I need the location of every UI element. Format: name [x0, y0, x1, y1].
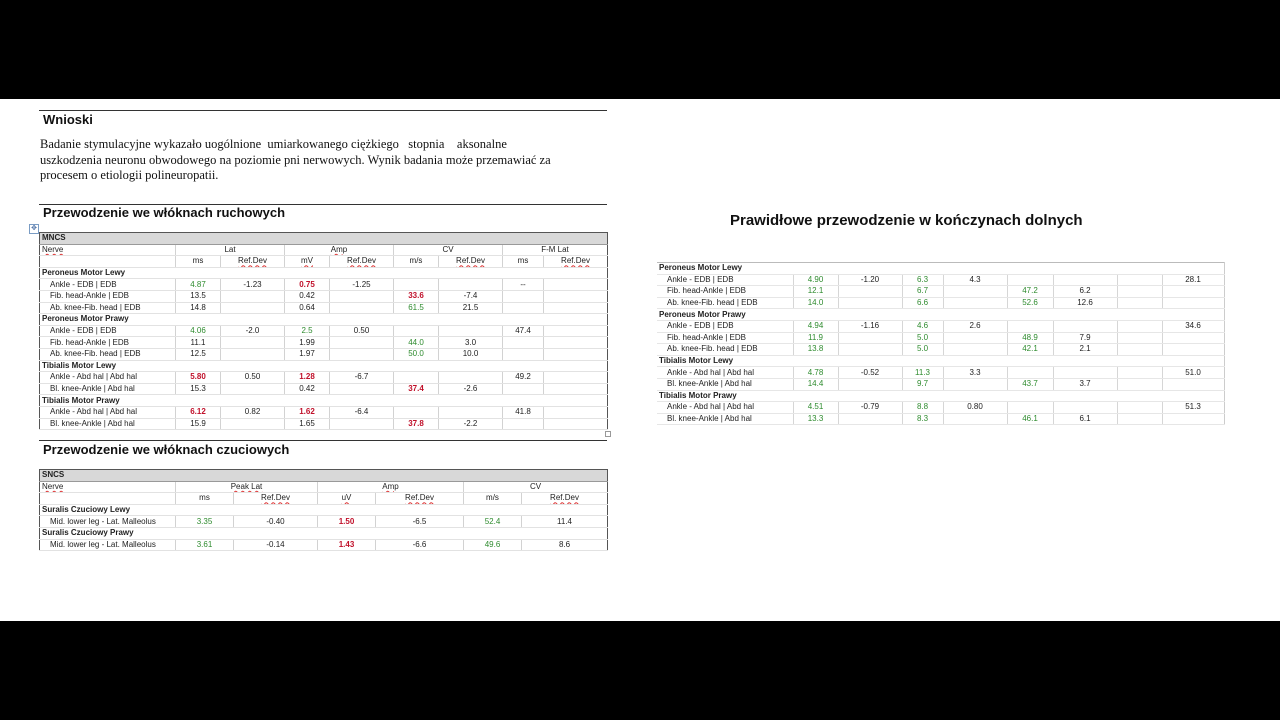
value-cell: 3.3: [943, 367, 1007, 379]
table-row: [40, 279, 608, 291]
table-row: [40, 372, 608, 384]
value-cell: [439, 325, 503, 337]
value-cell: -7.4: [439, 290, 503, 302]
value-cell: 47.4: [503, 325, 544, 337]
value-cell: 1.62: [285, 406, 330, 418]
stimulation-site: Ankle - EDB | EDB: [657, 320, 793, 332]
table-move-handle-icon[interactable]: ✥: [29, 224, 39, 234]
value-cell: 4.6: [902, 320, 943, 332]
subheader-unit: ms: [176, 256, 221, 268]
value-cell: -0.52: [838, 367, 902, 379]
mncs-title: MNCS: [40, 233, 608, 245]
value-cell: 11.4: [522, 516, 608, 528]
value-cell: 0.64: [285, 302, 330, 314]
value-cell: 3.35: [176, 516, 234, 528]
nerve-name: Peroneus Motor Prawy: [40, 314, 608, 326]
value-cell: 4.78: [793, 367, 838, 379]
value-cell: 6.7: [902, 286, 943, 298]
col-header-fm-lat: F-M Lat: [503, 244, 608, 256]
value-cell: [1117, 297, 1162, 309]
value-cell: [503, 290, 544, 302]
value-cell: -2.6: [439, 383, 503, 395]
value-cell: [544, 383, 608, 395]
col-header-amp: Amp: [285, 244, 394, 256]
table-row: [40, 406, 608, 418]
value-cell: 6.6: [902, 297, 943, 309]
value-cell: 11.9: [793, 332, 838, 344]
value-cell: 52.6: [1007, 297, 1053, 309]
value-cell: [943, 378, 1007, 390]
table-row: [657, 402, 1224, 414]
value-cell: 9.7: [902, 378, 943, 390]
value-cell: -0.40: [234, 516, 318, 528]
nerve-group-row: [657, 309, 1224, 321]
sensory-heading: Przewodzenie we włóknach czuciowych: [43, 442, 290, 457]
value-cell: [503, 302, 544, 314]
stimulation-site: Ankle - Abd hal | Abd hal: [657, 402, 793, 414]
value-cell: 13.5: [176, 290, 221, 302]
value-cell: -2.0: [221, 325, 285, 337]
value-cell: [503, 348, 544, 360]
value-cell: 1.97: [285, 348, 330, 360]
value-cell: 28.1: [1162, 274, 1224, 286]
value-cell: [221, 383, 285, 395]
value-cell: 1.50: [318, 516, 376, 528]
table-resize-handle[interactable]: [605, 431, 611, 437]
value-cell: [330, 302, 394, 314]
value-cell: 12.6: [1053, 297, 1117, 309]
table-row: [40, 383, 608, 395]
value-cell: [221, 348, 285, 360]
value-cell: -2.2: [439, 418, 503, 430]
stimulation-site: Ab. knee-Fib. head | EDB: [40, 302, 176, 314]
value-cell: 0.75: [285, 279, 330, 291]
value-cell: 46.1: [1007, 413, 1053, 425]
value-cell: [838, 286, 902, 298]
col-header-nerve: Nerve: [40, 244, 176, 256]
value-cell: 48.9: [1007, 332, 1053, 344]
value-cell: [330, 383, 394, 395]
value-cell: 6.3: [902, 274, 943, 286]
value-cell: [943, 332, 1007, 344]
value-cell: [544, 406, 608, 418]
value-cell: 0.82: [221, 406, 285, 418]
value-cell: [1007, 274, 1053, 286]
value-cell: 4.51: [793, 402, 838, 414]
value-cell: [221, 290, 285, 302]
nerve-group-row: [40, 267, 608, 279]
subheader-unit: m/s: [394, 256, 439, 268]
stimulation-site: Ankle - EDB | EDB: [40, 325, 176, 337]
value-cell: 8.6: [522, 539, 608, 551]
value-cell: [544, 290, 608, 302]
nerve-group-row: [40, 527, 608, 539]
value-cell: -0.79: [838, 402, 902, 414]
value-cell: 3.0: [439, 337, 503, 349]
value-cell: [394, 372, 439, 384]
value-cell: [838, 378, 902, 390]
table-row: [657, 286, 1224, 298]
value-cell: 3.7: [1053, 378, 1117, 390]
mncs-table: [39, 232, 608, 430]
value-cell: [838, 413, 902, 425]
value-cell: [1162, 332, 1224, 344]
stimulation-site: Ab. knee-Fib. head | EDB: [657, 344, 793, 356]
value-cell: [943, 297, 1007, 309]
nerve-group-row: [40, 395, 608, 407]
value-cell: 0.80: [943, 402, 1007, 414]
value-cell: 4.90: [793, 274, 838, 286]
table-row: [40, 337, 608, 349]
stimulation-site: Fib. head-Ankle | EDB: [40, 290, 176, 302]
value-cell: 42.1: [1007, 344, 1053, 356]
value-cell: [1162, 413, 1224, 425]
normal-body: [657, 263, 1224, 425]
value-cell: 37.8: [394, 418, 439, 430]
value-cell: 50.0: [394, 348, 439, 360]
table-row: [40, 348, 608, 360]
stimulation-site: Ankle - Abd hal | Abd hal: [657, 367, 793, 379]
stimulation-site: Fib. head-Ankle | EDB: [40, 337, 176, 349]
subheader-unit: mV: [285, 256, 330, 268]
value-cell: [1007, 320, 1053, 332]
col-header-lat: Lat: [176, 244, 285, 256]
table-row: [657, 344, 1224, 356]
value-cell: [1117, 286, 1162, 298]
stimulation-site: Ab. knee-Fib. head | EDB: [40, 348, 176, 360]
value-cell: [1053, 274, 1117, 286]
value-cell: [544, 372, 608, 384]
value-cell: 1.65: [285, 418, 330, 430]
nerve-name: Suralis Czuciowy Prawy: [40, 527, 608, 539]
nerve-group-row: [657, 390, 1224, 402]
value-cell: --: [503, 279, 544, 291]
col-header-cv: CV: [394, 244, 503, 256]
value-cell: [1007, 402, 1053, 414]
value-cell: -6.7: [330, 372, 394, 384]
value-cell: 0.42: [285, 290, 330, 302]
nerve-name: Tibialis Motor Prawy: [657, 390, 1224, 402]
value-cell: 15.9: [176, 418, 221, 430]
value-cell: [544, 302, 608, 314]
value-cell: 12.5: [176, 348, 221, 360]
value-cell: 4.3: [943, 274, 1007, 286]
value-cell: [394, 325, 439, 337]
value-cell: 5.0: [902, 332, 943, 344]
nerve-name: Tibialis Motor Lewy: [657, 355, 1224, 367]
subheader-refdev: Ref.Dev: [376, 493, 464, 505]
col-header-nerve: Nerve: [40, 481, 176, 493]
value-cell: [394, 279, 439, 291]
value-cell: -1.23: [221, 279, 285, 291]
value-cell: 13.8: [793, 344, 838, 356]
sncs-title: SNCS: [40, 470, 608, 482]
value-cell: 14.4: [793, 378, 838, 390]
value-cell: 6.1: [1053, 413, 1117, 425]
value-cell: [544, 348, 608, 360]
value-cell: 49.2: [503, 372, 544, 384]
value-cell: 7.9: [1053, 332, 1117, 344]
value-cell: 47.2: [1007, 286, 1053, 298]
value-cell: [943, 413, 1007, 425]
stimulation-site: Bl. knee-Ankle | Abd hal: [657, 378, 793, 390]
stimulation-site: Fib. head-Ankle | EDB: [657, 286, 793, 298]
value-cell: 10.0: [439, 348, 503, 360]
value-cell: [221, 418, 285, 430]
value-cell: [394, 406, 439, 418]
value-cell: 41.8: [503, 406, 544, 418]
value-cell: 1.43: [318, 539, 376, 551]
value-cell: 37.4: [394, 383, 439, 395]
table-row: [657, 320, 1224, 332]
subheader-refdev: Ref.Dev: [234, 493, 318, 505]
value-cell: 4.87: [176, 279, 221, 291]
nerve-name: Suralis Czuciowy Lewy: [40, 504, 608, 516]
value-cell: [1117, 320, 1162, 332]
stimulation-site: Mid. lower leg - Lat. Malleolus: [40, 516, 176, 528]
value-cell: 14.8: [176, 302, 221, 314]
conclusions-paragraph: [40, 137, 610, 184]
value-cell: 8.8: [902, 402, 943, 414]
value-cell: [544, 279, 608, 291]
value-cell: [544, 337, 608, 349]
table-row: [40, 539, 608, 551]
value-cell: [1007, 367, 1053, 379]
value-cell: [1162, 286, 1224, 298]
value-cell: 15.3: [176, 383, 221, 395]
col-header-cv: CV: [464, 481, 608, 493]
nerve-name: Tibialis Motor Prawy: [40, 395, 608, 407]
table-row: [40, 516, 608, 528]
value-cell: -1.20: [838, 274, 902, 286]
value-cell: [330, 348, 394, 360]
subheader-refdev: Ref.Dev: [544, 256, 608, 268]
value-cell: [1162, 297, 1224, 309]
value-cell: [1117, 402, 1162, 414]
value-cell: 52.4: [464, 516, 522, 528]
value-cell: -0.14: [234, 539, 318, 551]
nerve-name: Peroneus Motor Prawy: [657, 309, 1224, 321]
sncs-table: [39, 469, 608, 551]
value-cell: 61.5: [394, 302, 439, 314]
value-cell: 13.3: [793, 413, 838, 425]
table-row: [657, 332, 1224, 344]
value-cell: [330, 418, 394, 430]
value-cell: [838, 344, 902, 356]
divider-top: [39, 110, 607, 111]
value-cell: 5.80: [176, 372, 221, 384]
value-cell: 8.3: [902, 413, 943, 425]
stimulation-site: Fib. head-Ankle | EDB: [657, 332, 793, 344]
subheader-refdev: Ref.Dev: [522, 493, 608, 505]
normal-heading: Prawidłowe przewodzenie w kończynach dolnych: [730, 212, 1083, 229]
stimulation-site: Ankle - Abd hal | Abd hal: [40, 372, 176, 384]
subheader-unit: uV: [318, 493, 376, 505]
value-cell: 2.6: [943, 320, 1007, 332]
value-cell: [544, 325, 608, 337]
subheader-refdev: Ref.Dev: [221, 256, 285, 268]
subheader-unit: ms: [503, 256, 544, 268]
document-page: [0, 99, 1280, 621]
value-cell: [503, 337, 544, 349]
value-cell: 6.12: [176, 406, 221, 418]
table-row: [40, 418, 608, 430]
conclusions-line: Badanie stymulacyjne wykazało uogólnione umiarkowanego ciężkiego stopnia aksonalne: [40, 137, 507, 151]
value-cell: [1117, 332, 1162, 344]
nerve-group-row: [657, 263, 1224, 275]
stimulation-site: Ab. knee-Fib. head | EDB: [657, 297, 793, 309]
value-cell: 11.3: [902, 367, 943, 379]
value-cell: 0.42: [285, 383, 330, 395]
stimulation-site: Ankle - EDB | EDB: [40, 279, 176, 291]
value-cell: [1162, 344, 1224, 356]
value-cell: 14.0: [793, 297, 838, 309]
value-cell: 49.6: [464, 539, 522, 551]
value-cell: -1.25: [330, 279, 394, 291]
nerve-name: Peroneus Motor Lewy: [657, 263, 1224, 275]
value-cell: 51.3: [1162, 402, 1224, 414]
value-cell: [1053, 320, 1117, 332]
value-cell: [330, 337, 394, 349]
value-cell: 0.50: [330, 325, 394, 337]
value-cell: 0.50: [221, 372, 285, 384]
value-cell: 21.5: [439, 302, 503, 314]
value-cell: [943, 286, 1007, 298]
value-cell: [439, 406, 503, 418]
table-row: [40, 302, 608, 314]
table-row: [657, 378, 1224, 390]
conclusions-line: uszkodzenia neuronu obwodowego na poziomie pni nerwowych. Wynik badania może przemawiać za: [40, 152, 551, 167]
table-row: [657, 413, 1224, 425]
value-cell: 44.0: [394, 337, 439, 349]
divider-sensory: [39, 440, 607, 441]
conclusions-line: procesem o etiologii polineuropatii.: [40, 168, 219, 182]
value-cell: [503, 418, 544, 430]
subheader-refdev: Ref.Dev: [330, 256, 394, 268]
value-cell: [1117, 413, 1162, 425]
value-cell: -1.16: [838, 320, 902, 332]
value-cell: [221, 337, 285, 349]
value-cell: 43.7: [1007, 378, 1053, 390]
col-header-amp: Amp: [318, 481, 464, 493]
nerve-group-row: [40, 504, 608, 516]
stimulation-site: Bl. knee-Ankle | Abd hal: [40, 383, 176, 395]
stimulation-site: Ankle - Abd hal | Abd hal: [40, 406, 176, 418]
value-cell: [838, 297, 902, 309]
value-cell: 12.1: [793, 286, 838, 298]
table-row: [40, 290, 608, 302]
table-row: [40, 325, 608, 337]
value-cell: [503, 383, 544, 395]
stimulation-site: Ankle - EDB | EDB: [657, 274, 793, 286]
value-cell: -6.4: [330, 406, 394, 418]
table-row: [657, 274, 1224, 286]
value-cell: [1162, 378, 1224, 390]
value-cell: 3.61: [176, 539, 234, 551]
subheader-unit: ms: [176, 493, 234, 505]
nerve-group-row: [40, 314, 608, 326]
nerve-name: Peroneus Motor Lewy: [40, 267, 608, 279]
value-cell: 4.06: [176, 325, 221, 337]
value-cell: -6.6: [376, 539, 464, 551]
value-cell: 33.6: [394, 290, 439, 302]
value-cell: [1117, 274, 1162, 286]
value-cell: [1117, 378, 1162, 390]
stimulation-site: Mid. lower leg - Lat. Malleolus: [40, 539, 176, 551]
value-cell: [838, 332, 902, 344]
value-cell: [1053, 367, 1117, 379]
value-cell: [943, 344, 1007, 356]
conclusions-heading: Wnioski: [43, 112, 93, 127]
value-cell: [1053, 402, 1117, 414]
value-cell: 34.6: [1162, 320, 1224, 332]
motor-heading: Przewodzenie we włóknach ruchowych: [43, 205, 286, 220]
value-cell: [330, 290, 394, 302]
value-cell: [439, 372, 503, 384]
stimulation-site: Bl. knee-Ankle | Abd hal: [657, 413, 793, 425]
value-cell: [1117, 344, 1162, 356]
value-cell: 6.2: [1053, 286, 1117, 298]
nerve-group-row: [657, 355, 1224, 367]
value-cell: [439, 279, 503, 291]
value-cell: 11.1: [176, 337, 221, 349]
subheader-unit: m/s: [464, 493, 522, 505]
value-cell: [221, 302, 285, 314]
value-cell: -6.5: [376, 516, 464, 528]
col-header-peak-lat: Peak Lat: [176, 481, 318, 493]
value-cell: 5.0: [902, 344, 943, 356]
table-row: [657, 297, 1224, 309]
table-row: [657, 367, 1224, 379]
value-cell: 4.94: [793, 320, 838, 332]
nerve-name: Tibialis Motor Lewy: [40, 360, 608, 372]
value-cell: [1117, 367, 1162, 379]
value-cell: 1.99: [285, 337, 330, 349]
nerve-group-row: [40, 360, 608, 372]
stimulation-site: Bl. knee-Ankle | Abd hal: [40, 418, 176, 430]
value-cell: 51.0: [1162, 367, 1224, 379]
value-cell: 2.1: [1053, 344, 1117, 356]
value-cell: 1.28: [285, 372, 330, 384]
subheader-refdev: Ref.Dev: [439, 256, 503, 268]
normal-reference-table: [657, 262, 1225, 425]
value-cell: [544, 418, 608, 430]
value-cell: 2.5: [285, 325, 330, 337]
